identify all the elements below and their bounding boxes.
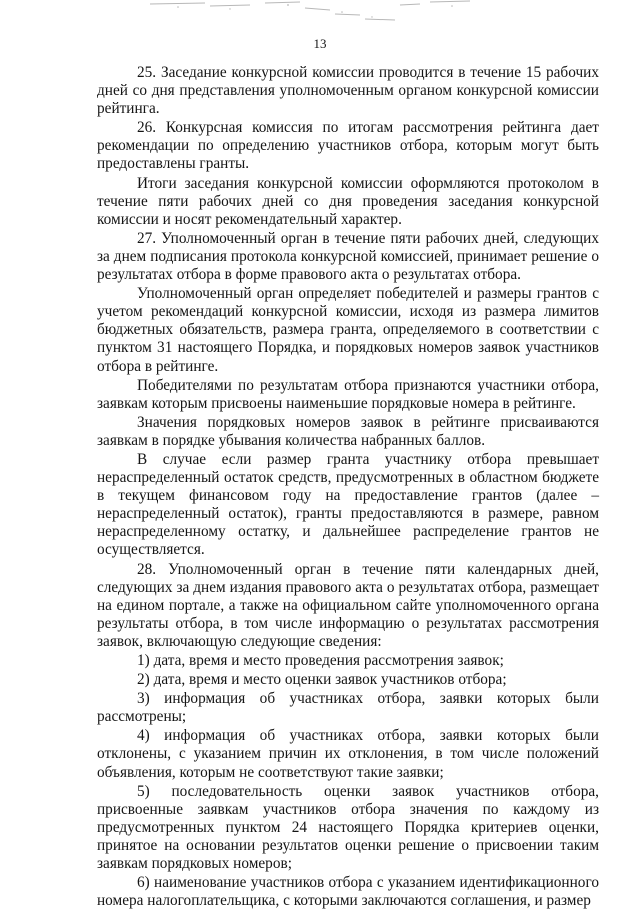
list-item-2: 2) дата, время и место оценки заявок участников отбора;	[137, 671, 507, 689]
paragraph-25: 25. Заседание конкурсной комиссии проводится в течение 15 рабочих дней со дня представления уполномоченным органом конкурсной комиссии рейтинга.	[97, 64, 599, 118]
paragraph-28: 28. Уполномоченный орган в течение пяти календарных дней, следующих за днем издания правового акта о результатах отбора, размещает на едином портале, а также на официальном сайте уполномоченного органа результаты отбора, в том числе информацию о результатах рассмотрения заявок, включающую следующие сведения:	[97, 560, 599, 650]
paragraph-27: 27. Уполномоченный орган в течение пяти рабочих дней, следующих за днем подписания протокола конкурсной комиссией, принимает решение о результатах отбора в форме правового акта о результатах отбора.	[97, 229, 599, 284]
paragraph-26: 26. Конкурсная комиссия по итогам рассмотрения рейтинга дает рекомендации по определению участников отбора, которым могут быть предоставлены гранты.	[97, 119, 599, 173]
paragraph-27-ranking: Значения порядковых номеров заявок в рейтинге присваиваются заявкам в порядке убывания количества набранных баллов.	[97, 413, 599, 449]
document-body	[97, 64, 599, 910]
list-item-5: 5) последовательность оценки заявок участников отбора, присвоенные заявкам участников отбора значения по каждому из предусмотренных пунктом 24 настоящего Порядка критериев оценки, принятое на основании результатов оценки решение о присвоении таким заявкам порядковых номеров;	[97, 782, 599, 873]
list-item-4: 4) информация об участниках отбора, заявки которых были отклонены, с указанием причин их отклонения, в том числе положений объявления, которым не соответствуют такие заявки;	[97, 727, 599, 781]
scan-artifact	[0, 0, 640, 24]
paragraph-27-winners: Уполномоченный орган определяет победителей и размеры грантов с учетом рекомендаций конкурсной комиссии, исходя из размера лимитов бюджетных обязательств, размера гранта, определяемого в соответствии с пунктом 31 настоящего Порядка, и порядковых номеров заявок участников отбора в рейтинге.	[97, 285, 599, 375]
page-number: 13	[313, 36, 327, 51]
list-item-6: 6) наименование участников отбора с указанием идентификационного номера налогоплательщика, с которыми заключаются соглашения, и размер	[97, 874, 599, 910]
paragraph-27-remainder: В случае если размер гранта участнику отбора превышает нераспределенный остаток средств, предусмотренных в областном бюджете в текущем финансовом году на предоставление грантов (далее – нераспределенный остаток), гранты предоставляются в размере, равном нераспределенному остатку, и дальнейшее распределение грантов не осуществляется.	[97, 450, 599, 559]
list-item-3: 3) информация об участниках отбора, заявки которых были рассмотрены;	[97, 690, 599, 726]
list-item-1: 1) дата, время и место проведения рассмотрения заявок;	[137, 652, 504, 669]
paragraph-27-recognition: Победителями по результатам отбора признаются участники отбора, заявкам которым присвоены наименьшие порядковые номера в рейтинге.	[97, 376, 599, 412]
paragraph-26-results: Итоги заседания конкурсной комиссии оформляются протоколом в течение пяти рабочих дней со дня проведения заседания конкурсной комиссии и носят рекомендательный характер.	[97, 174, 599, 228]
